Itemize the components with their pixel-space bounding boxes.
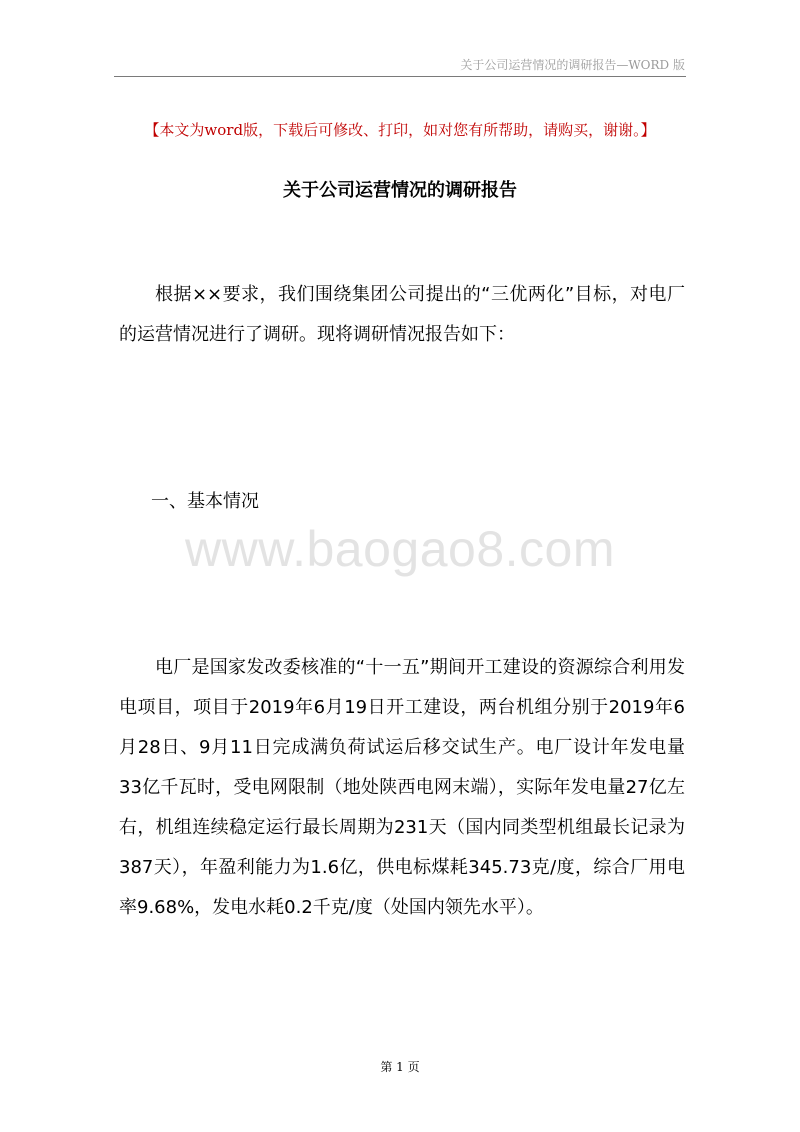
basic-situation-paragraph: 电厂是国家发改委核准的“十一五”期间开工建设的资源综合利用发电项目，项目于2019年6月19日开工建设，两台机组分别于2019年6月28日、9月11日完成满负荷试运后移交试生产。电厂设计年发电量33亿千瓦时，受电网限制（地处陕西电网末端），实际年发电量27亿左右，机组连续稳定运行最长周期为231天（国内同类型机组最长记录为387天），年盈利能力为1.6亿，供电标煤耗345.73克/度，综合厂用电率9.68%，发电水耗0.2千克/度（处国内领先水平）。 [119, 657, 685, 918]
header-divider [114, 76, 686, 77]
watermark: www.baogao8.com [185, 521, 615, 577]
intro-paragraph: 根据××要求，我们围绕集团公司提出的“三优两化”目标，对电厂的运营情况进行了调研。现将调研情况报告如下： [119, 284, 685, 345]
section-heading-basic-situation: 一、基本情况 [151, 491, 259, 512]
page-number: 第 1 页 [380, 1060, 420, 1074]
document-title: 关于公司运营情况的调研报告 [283, 180, 517, 201]
running-header: 关于公司运营情况的调研报告—WORD 版 [460, 58, 685, 72]
purchase-notice: 【本文为word版，下载后可修改、打印，如对您有所帮助，请购买，谢谢。】 [144, 121, 656, 139]
